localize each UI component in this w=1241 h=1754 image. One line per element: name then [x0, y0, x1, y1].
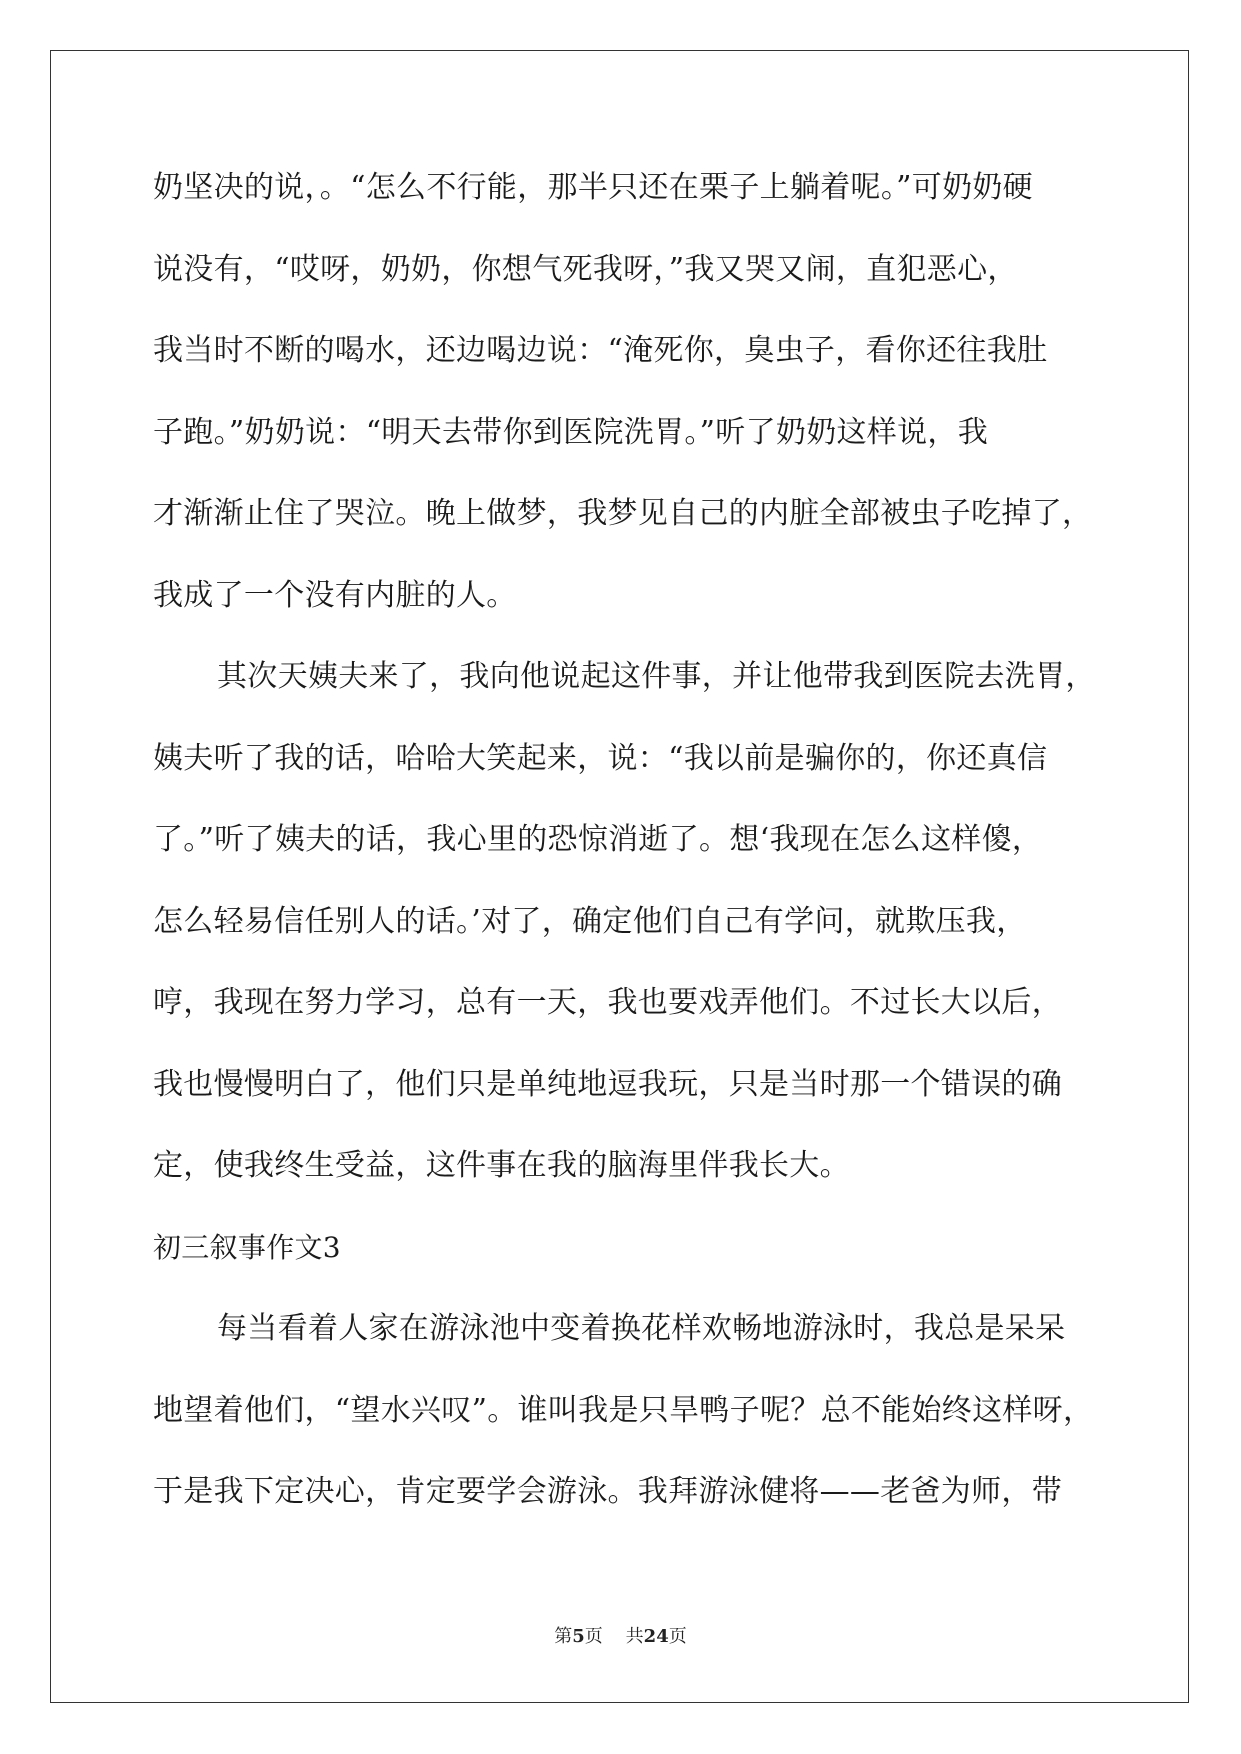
text-line: 每当看着人家在游泳池中变着换花样欢畅地游泳时，我总是呆呆	[217, 1311, 1066, 1346]
text-line: 我当时不断的喝水，还边喝边说：“淹死你，臭虫子，看你还往我肚	[153, 333, 1048, 368]
text-line: 地望着他们，“望水兴叹”。谁叫我是只旱鸭子呢？总不能始终这样呀，	[153, 1392, 1094, 1428]
page-footer	[0, 1622, 1241, 1648]
footer-total-pages: 24	[643, 1626, 669, 1647]
text-line: 其次天姨夫来了，我向他说起这件事，并让他带我到医院去洗胃，	[217, 659, 1096, 694]
footer-total-suffix: 页	[668, 1626, 687, 1647]
text-line: 子跑。”奶奶说：“明天去带你到医院洗胃。”听了奶奶这样说，我	[153, 414, 989, 450]
footer-page-number: 5	[572, 1626, 585, 1647]
footer-page-suffix: 页	[584, 1626, 603, 1647]
text-line: 我成了一个没有内脏的人。	[153, 577, 517, 613]
text-line: 定，使我终生受益，这件事在我的脑海里伴我长大。	[153, 1148, 850, 1183]
text-line: 奶坚决的说，。“怎么不行能，那半只还在栗子上躺着呢。”可奶奶硬	[153, 170, 1033, 205]
text-line: 于是我下定决心，肯定要学会游泳。我拜游泳健将——老爸为师，带	[153, 1474, 1062, 1509]
text-line: 了。”听了姨夫的话，我心里的恐惊消逝了。想‘我现在怎么这样傻，	[153, 822, 1043, 857]
text-line: 哼，我现在努力学习，总有一天，我也要戏弄他们。不过长大以后，	[153, 985, 1062, 1020]
footer-total-prefix: 共	[625, 1626, 644, 1647]
text-line: 怎么轻易信任别人的话。’对了，确定他们自己有学问，就欺压我，	[153, 903, 1027, 939]
section-heading: 初三叙事作文3	[153, 1230, 341, 1264]
text-line: 才渐渐止住了哭泣。晚上做梦，我梦见自己的内脏全部被虫子吃掉了，	[153, 496, 1093, 531]
text-line: 我也慢慢明白了，他们只是单纯地逗我玩，只是当时那一个错误的确	[153, 1066, 1062, 1102]
footer-prefix: 第	[554, 1626, 573, 1647]
document-body	[153, 158, 1095, 1544]
text-line: 说没有，“哎呀，奶奶，你想气死我呀，”我又哭又闹，直犯恶心，	[153, 251, 1018, 287]
text-line: 姨夫听了我的话，哈哈大笑起来，说：“我以前是骗你的，你还真信	[153, 740, 1048, 776]
